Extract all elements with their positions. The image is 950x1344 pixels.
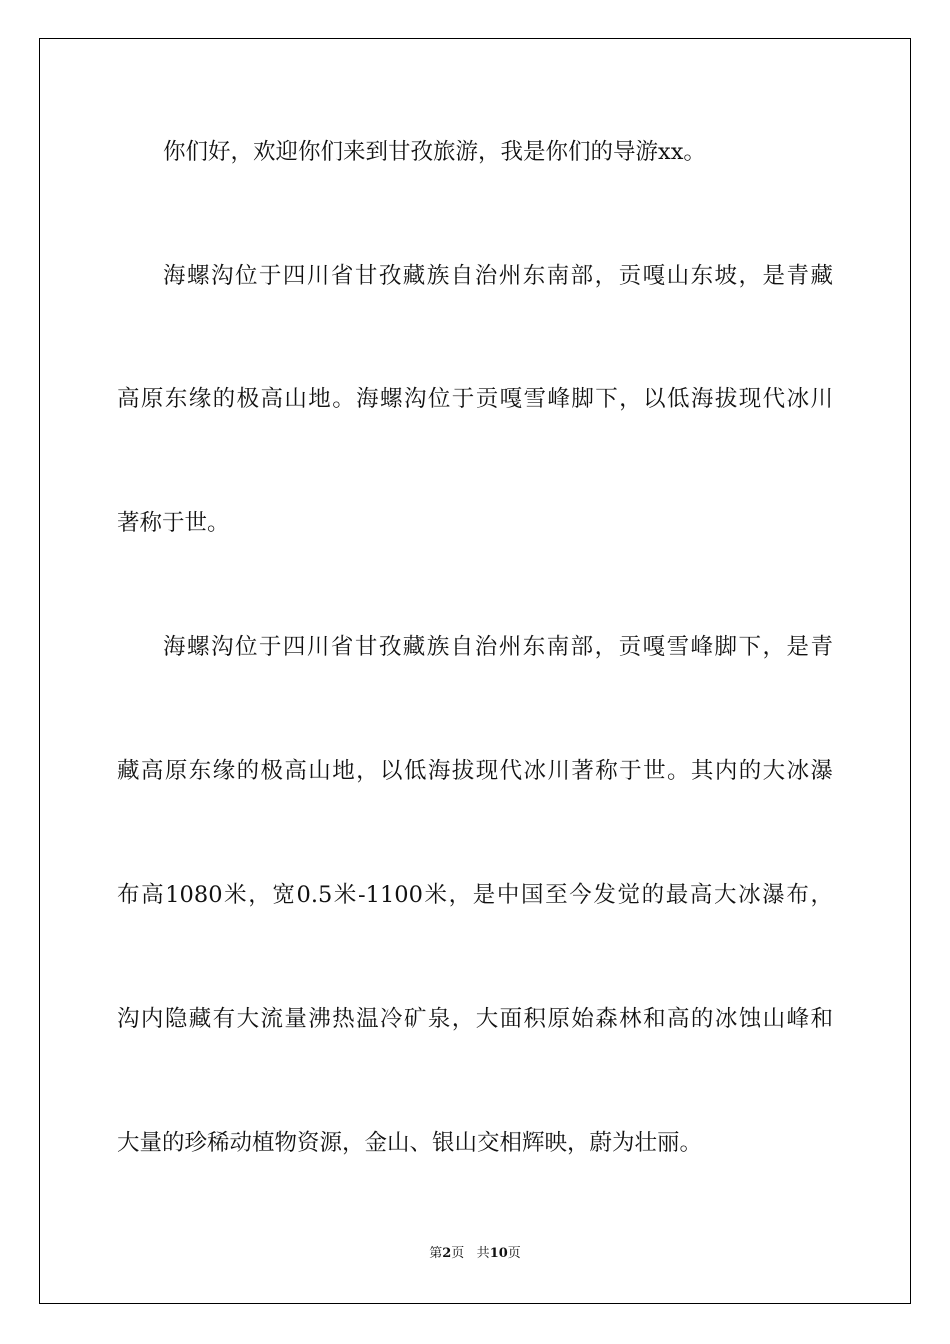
paragraph-3-line-4: 沟内隐藏有大流量沸热温冷矿泉，大面积原始森林和高的冰蚀山峰和 — [117, 1006, 833, 1032]
footer-total-suffix: 页 — [507, 1246, 521, 1261]
paragraph-3-line-2: 藏高原东缘的极高山地，以低海拔现代冰川著称于世。其内的大冰瀑 — [117, 758, 833, 784]
paragraph-3-line-1: 海螺沟位于四川省甘孜藏族自治州东南部，贡嘎雪峰脚下，是青 — [163, 634, 833, 660]
paragraph-2-line-1: 海螺沟位于四川省甘孜藏族自治州东南部，贡嘎山东坡，是青藏 — [163, 263, 833, 289]
footer-page-prefix: 第 — [429, 1246, 443, 1261]
footer-page-suffix: 页 — [451, 1246, 465, 1261]
paragraph-3-line-3: 布高1080米，宽0.5米-1100米，是中国至今发觉的最高大冰瀑布， — [117, 882, 833, 908]
page-footer — [0, 1245, 950, 1263]
page-border — [39, 38, 911, 1304]
footer-total-number: 10 — [489, 1246, 508, 1261]
paragraph-3-line-5: 大量的珍稀动植物资源，金山、银山交相辉映，蔚为壮丽。 — [117, 1130, 703, 1156]
paragraph-1-line-1: 你们好，欢迎你们来到甘孜旅游，我是你们的导游xx。 — [163, 139, 706, 165]
footer-total-prefix: 共 — [476, 1246, 490, 1261]
paragraph-2-line-2: 高原东缘的极高山地。海螺沟位于贡嘎雪峰脚下，以低海拔现代冰川 — [117, 386, 833, 412]
paragraph-2-line-3: 著称于世。 — [117, 510, 230, 536]
footer-page-number: 2 — [442, 1246, 452, 1261]
